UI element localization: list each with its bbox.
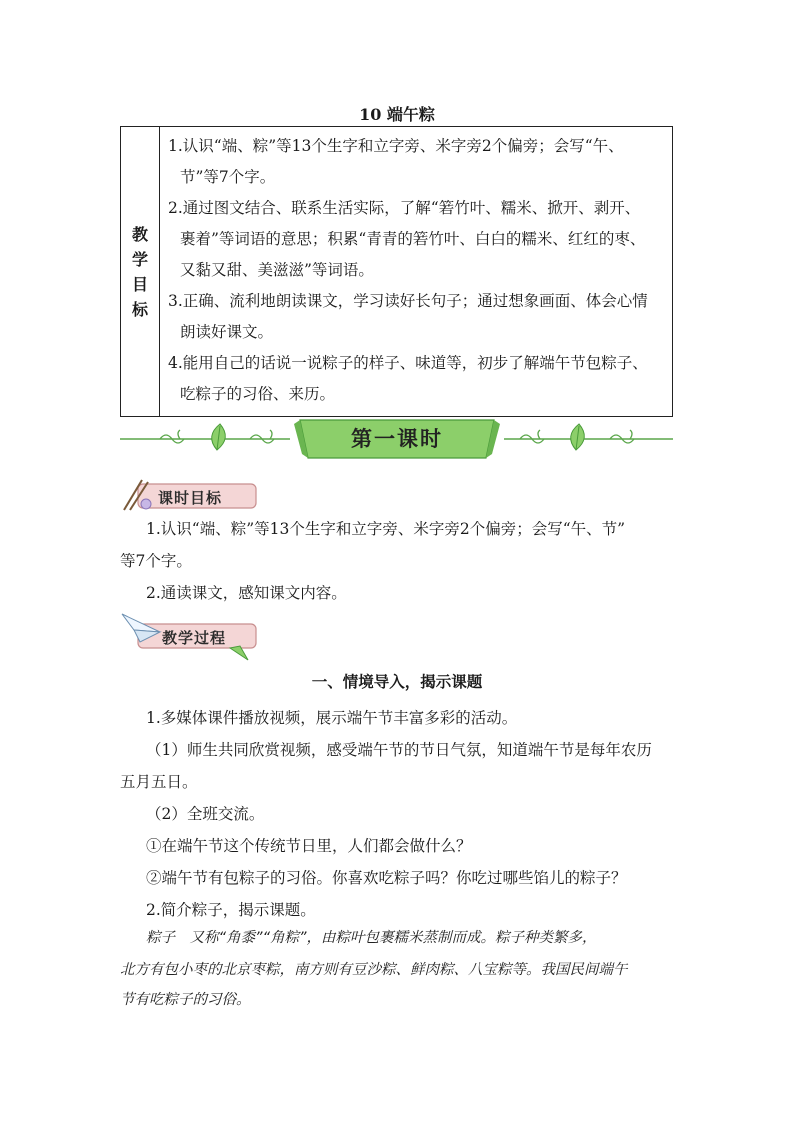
process-line: 1.多媒体课件播放视频，展示端午节丰富多彩的活动。: [146, 709, 518, 727]
note-line: 北方有包小枣的北京枣粽，南方则有豆沙粽、鲜肉粽、八宝粽等。我国民间端午: [120, 962, 628, 978]
goal-line: 4.能用自己的话说一说粽子的样子、味道等，初步了解端午节包粽子、: [168, 354, 648, 372]
lesson-goal-line: 等7个字。: [120, 552, 192, 570]
process-line: （2）全班交流。: [146, 805, 265, 823]
process-line: 五月五日。: [120, 773, 198, 791]
goal-line: 3.正确、流利地朗读课文，学习读好长句子；通过想象画面、体会心情: [168, 292, 648, 310]
header-char: 教: [131, 224, 148, 244]
goal-line: 朗读好课文。: [180, 323, 274, 341]
lesson-goal-line: 2.通读课文，感知课文内容。: [146, 584, 347, 602]
goal-line: 裹着”等词语的意思；积累“青青的箬竹叶、白白的糯米、红红的枣、: [180, 230, 646, 248]
lesson-goal-line: 1.认识“端、粽”等13个生字和立字旁、米字旁2个偏旁；会写“午、节”: [146, 520, 626, 538]
teaching-goals-header: [121, 127, 160, 417]
lesson-title: 第一课时: [351, 427, 443, 451]
lesson-banner: [120, 418, 673, 460]
lesson-goals-label: 课时目标: [158, 489, 223, 507]
goal-line: 2.通过图文结合、联系生活实际，了解“箬竹叶、糯米、掀开、剥开、: [168, 199, 641, 217]
teaching-goals-table: [120, 126, 673, 417]
note-line: 节有吃粽子的习俗。: [120, 992, 251, 1008]
process-line: 2.简介粽子，揭示课题。: [146, 901, 316, 919]
lesson-goals-tag: [120, 478, 260, 512]
goal-line: 1.认识“端、粽”等13个生字和立字旁、米字旁2个偏旁；会写“午、: [168, 137, 624, 155]
process-line: ①在端午节这个传统节日里，人们都会做什么？: [146, 837, 472, 855]
section-heading: 一、情境导入，揭示课题: [311, 672, 483, 691]
process-line: （1）师生共同欣赏视频，感受端午节的节日气氛，知道端午节是每年农历: [146, 741, 652, 759]
process-tag: [120, 612, 260, 662]
process-label: 教学过程: [162, 629, 227, 647]
header-char: 学: [131, 249, 148, 269]
note-line: 粽子 又称“角黍”“角粽”，由粽叶包裹糯米蒸制而成。粽子种类繁多，: [146, 930, 597, 946]
document-title: 10 端午粽: [359, 105, 435, 124]
goal-line: 又黏又甜、美滋滋”等词语。: [180, 261, 374, 279]
process-line: ②端午节有包粽子的习俗。你喜欢吃粽子吗？你吃过哪些馅儿的粽子？: [146, 869, 627, 887]
teaching-goals-content: [160, 127, 673, 417]
header-char: 标: [131, 299, 148, 319]
goal-line: 节”等7个字。: [180, 168, 276, 186]
goal-line: 吃粽子的习俗、来历。: [180, 385, 336, 403]
header-char: 目: [131, 274, 148, 294]
